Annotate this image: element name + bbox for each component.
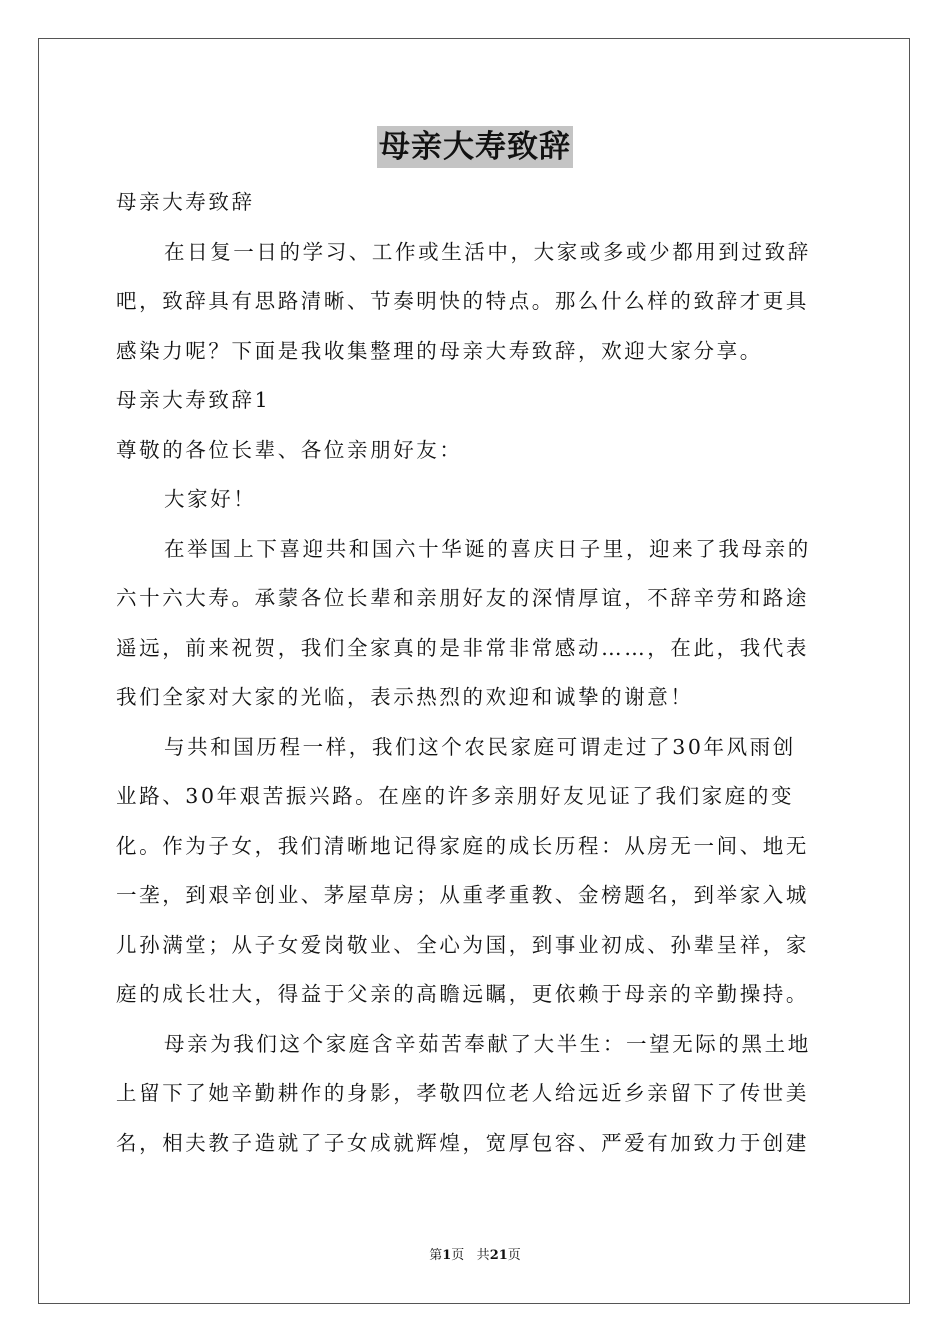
body-line: 母亲大寿致辞1 <box>116 388 271 412</box>
footer-total-unit: 页 <box>507 1248 521 1263</box>
body-line: 母亲大寿致辞 <box>116 190 255 214</box>
body-line: 上留下了她辛勤耕作的身影，孝敬四位老人给远近乡亲留下了传世美 <box>116 1081 809 1105</box>
body-line: 大家好！ <box>164 487 257 511</box>
page-footer <box>0 1247 950 1265</box>
body-line: 我们全家对大家的光临，表示热烈的欢迎和诚挚的谢意！ <box>116 685 694 709</box>
body-line: 一垄，到艰辛创业、茅屋草房；从重孝重教、金榜题名，到举家入城 <box>116 883 809 907</box>
body-line: 化。作为子女，我们清晰地记得家庭的成长历程：从房无一间、地无 <box>116 833 809 858</box>
body-line: 在日复一日的学习、工作或生活中，大家或多或少都用到过致辞 <box>164 239 811 264</box>
body-line: 名，相夫教子造就了子女成就辉煌，宽厚包容、严爱有加致力于创建 <box>116 1130 809 1155</box>
footer-prefix: 第 <box>429 1248 443 1263</box>
body-line: 庭的成长壮大，得益于父亲的高瞻远瞩，更依赖于母亲的辛勤操持。 <box>116 982 809 1006</box>
body-line: 感染力呢？下面是我收集整理的母亲大寿致辞，欢迎大家分享。 <box>116 338 763 363</box>
document-title: 母亲大寿致辞 <box>377 126 573 168</box>
body-line: 业路、30年艰苦振兴路。在座的许多亲朋好友见证了我们家庭的变 <box>116 784 795 808</box>
footer-total-prefix: 共 <box>476 1248 490 1263</box>
body-line: 吧，致辞具有思路清晰、节奏明快的特点。那么什么样的致辞才更具 <box>116 289 809 313</box>
body-line: 母亲为我们这个家庭含辛茹苦奉献了大半生：一望无际的黑土地 <box>164 1031 811 1056</box>
document-title-wrapper <box>0 126 950 168</box>
body-line: 与共和国历程一样，我们这个农民家庭可谓走过了30年风雨创 <box>164 734 796 759</box>
body-line: 遥远，前来祝贺，我们全家真的是非常非常感动……，在此，我代表 <box>116 635 809 660</box>
footer-page-unit: 页 <box>451 1248 465 1263</box>
body-line: 六十六大寿。承蒙各位长辈和亲朋好友的深情厚谊，不辞辛劳和路途 <box>116 586 809 610</box>
body-line: 儿孙满堂；从子女爱岗敬业、全心为国，到事业初成、孙辈呈祥，家 <box>116 932 809 957</box>
body-line: 在举国上下喜迎共和国六十华诞的喜庆日子里，迎来了我母亲的 <box>164 536 811 561</box>
document-body <box>116 178 832 1168</box>
footer-current-page: 1 <box>442 1248 452 1263</box>
body-line: 尊敬的各位长辈、各位亲朋好友： <box>116 437 463 462</box>
footer-total-pages: 21 <box>489 1248 508 1263</box>
